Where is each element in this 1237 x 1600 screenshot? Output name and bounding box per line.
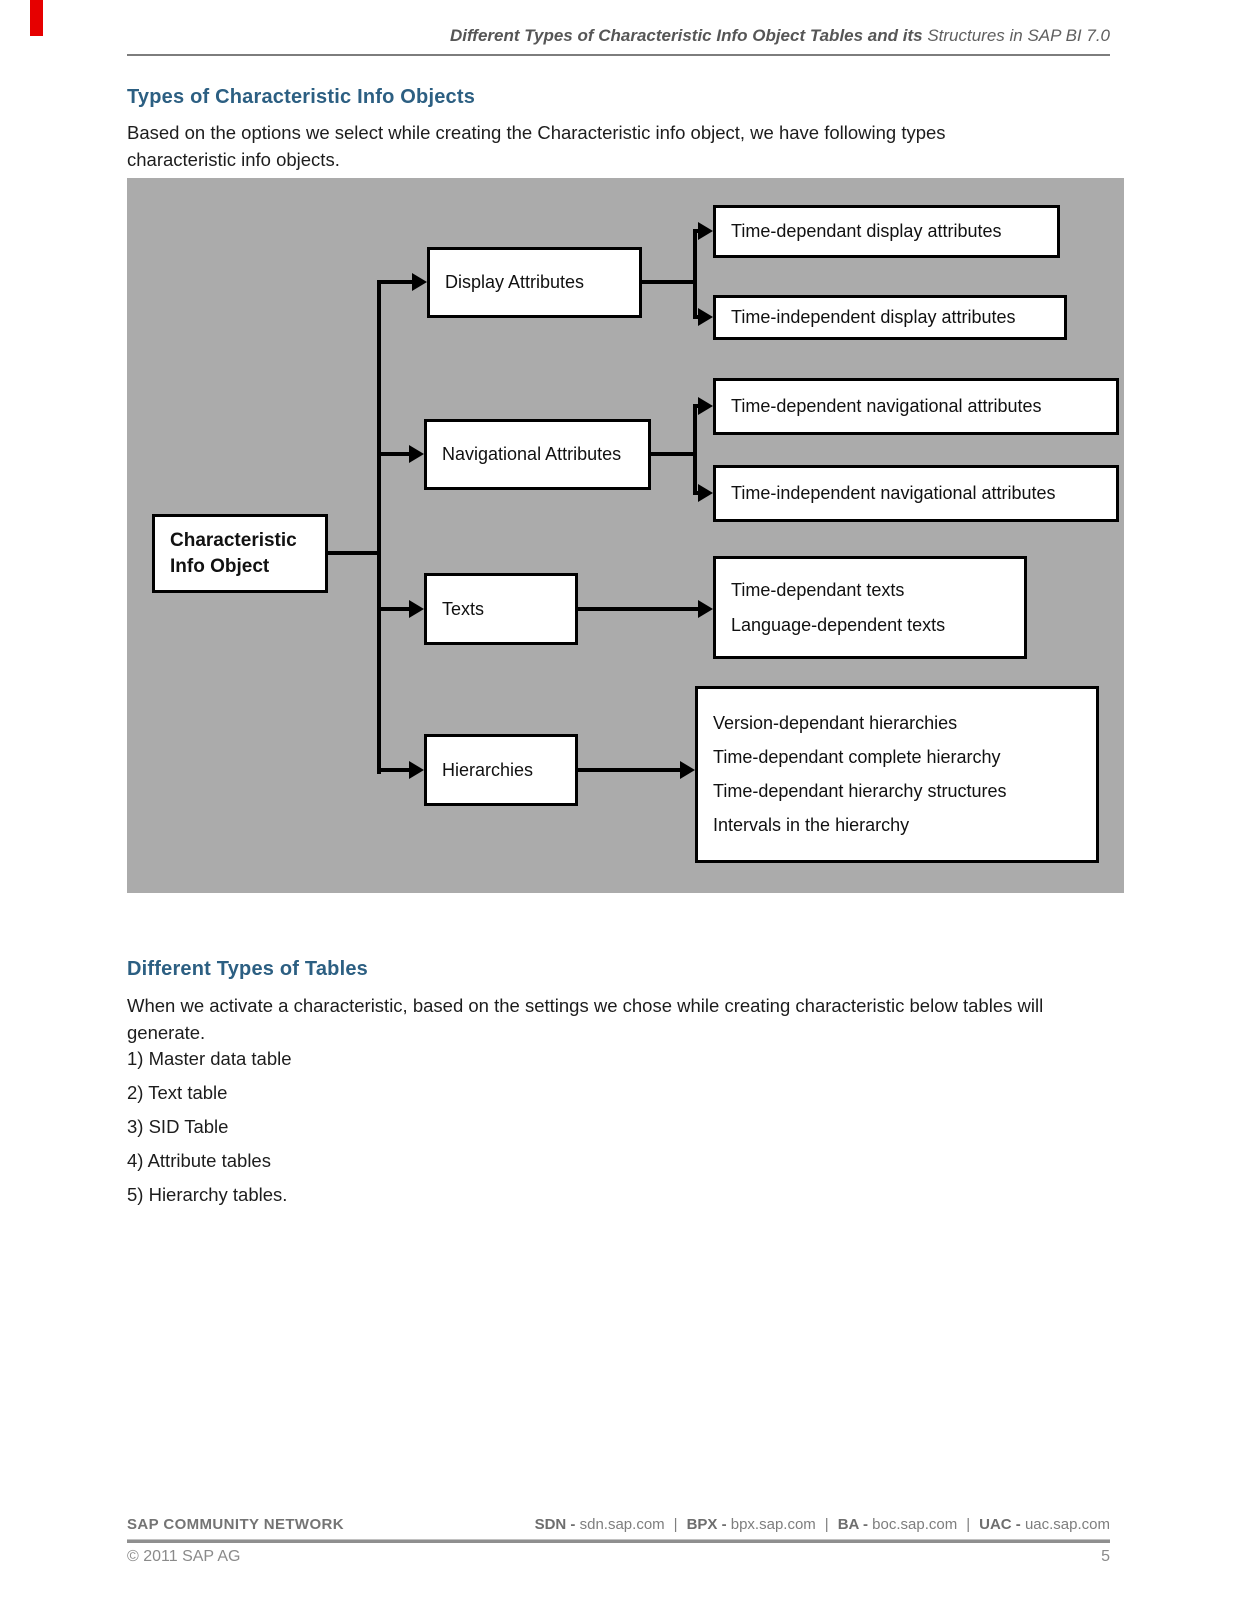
footer-separator: | — [824, 1516, 829, 1533]
node-label-line1: Version-dependant hierarchies — [713, 713, 958, 733]
connector-trunk-line — [377, 280, 381, 774]
footer-link-label: UAC - — [979, 1516, 1021, 1533]
node-label-line4: Intervals in the hierarchy — [713, 815, 910, 835]
footer-link-url: sdn.sap.com — [579, 1516, 665, 1533]
node-texts — [424, 573, 578, 645]
connector-line — [693, 404, 697, 495]
node-hierarchy-types — [695, 686, 1099, 863]
footer-row — [127, 1548, 1110, 1566]
node-time-dependent-navigational-attributes — [713, 378, 1119, 435]
footer-copyright: © 2011 SAP AG — [127, 1548, 241, 1565]
section2-heading: Different Types of Tables — [127, 958, 368, 980]
connector-line — [693, 229, 697, 319]
connector-arrowhead — [409, 761, 424, 779]
node-time-independent-display-attributes — [713, 295, 1067, 340]
connector-line — [578, 607, 700, 611]
connector-arrowhead — [409, 600, 424, 618]
connector-line — [377, 280, 415, 284]
list-item: 4) Attribute tables — [127, 1150, 271, 1171]
diagram-canvas — [127, 178, 1124, 893]
node-hierarchies — [424, 734, 578, 806]
footer-link-url: bpx.sap.com — [730, 1516, 816, 1533]
footer-link-label: SDN - — [534, 1516, 576, 1533]
node-label-line1: Time-dependant texts — [731, 579, 905, 600]
connector-line — [328, 551, 381, 555]
node-label-line2: Time-dependant complete hierarchy — [713, 747, 1001, 767]
node-display-attributes — [427, 247, 642, 318]
red-corner-marker — [30, 0, 43, 36]
connector-line — [377, 607, 412, 611]
footer-separator: | — [673, 1516, 678, 1533]
node-label-line3: Time-dependant hierarchy structures — [713, 781, 1007, 801]
footer-brand: SAP COMMUNITY NETWORK — [127, 1516, 345, 1533]
connector-arrowhead — [698, 397, 713, 415]
node-characteristic-info-object — [152, 514, 328, 593]
node-label-line2: Language-dependent texts — [731, 614, 946, 635]
list-item: 2) Text table — [127, 1082, 228, 1103]
section1-paragraph: Based on the options we select while creating the Characteristic info object, we have following types characteristic info objects. — [127, 122, 946, 170]
node-texts-types — [713, 556, 1027, 659]
connector-line — [651, 452, 697, 456]
footer-link-url: uac.sap.com — [1024, 1516, 1110, 1533]
page-header-title-regular: Structures in SAP BI 7.0 — [922, 26, 1110, 45]
connector-arrowhead — [680, 761, 695, 779]
page-header-title-bold: Different Types of Characteristic Info Object Tables and its — [449, 26, 923, 45]
list-item: 3) SID Table — [127, 1116, 229, 1137]
node-time-dependant-display-attributes — [713, 205, 1060, 258]
node-label — [170, 528, 297, 580]
connector-arrowhead — [698, 600, 713, 618]
connector-line — [642, 280, 697, 284]
node-label-line1: Characteristic — [170, 529, 297, 551]
node-navigational-attributes — [424, 419, 651, 490]
connector-line — [578, 768, 682, 772]
connector-line — [377, 452, 412, 456]
node-label: Navigational Attributes — [442, 444, 622, 464]
footer-link-label: BPX - — [686, 1516, 727, 1533]
footer-separator: | — [966, 1516, 971, 1533]
list-item: 1) Master data table — [127, 1048, 292, 1069]
footer-link-url: boc.sap.com — [872, 1516, 958, 1533]
page-header — [127, 26, 1110, 56]
section1-heading: Types of Characteristic Info Objects — [127, 86, 476, 108]
connector-arrowhead — [412, 273, 427, 291]
footer-page-number: 5 — [1101, 1548, 1110, 1565]
table-types-list — [127, 1049, 292, 1219]
footer-links — [535, 1516, 1110, 1533]
node-label-line2: Info Object — [170, 555, 270, 577]
node-label: Display Attributes — [445, 272, 585, 292]
node-label: Time-independent navigational attributes — [731, 483, 1056, 503]
footer-link-label: BA - — [837, 1516, 868, 1533]
page-footer — [127, 1516, 1110, 1566]
footer-row — [127, 1516, 1110, 1533]
node-label: Texts — [442, 598, 485, 619]
node-label: Time-dependant display attributes — [731, 221, 1002, 241]
connector-arrowhead — [409, 445, 424, 463]
connector-arrowhead — [698, 308, 713, 326]
node-label: Time-dependent navigational attributes — [731, 396, 1042, 416]
connector-arrowhead — [698, 222, 713, 240]
node-time-independent-navigational-attributes — [713, 465, 1119, 522]
node-label: Time-independent display attributes — [731, 307, 1016, 327]
connector-line — [377, 768, 412, 772]
connector-arrowhead — [698, 484, 713, 502]
node-label: Hierarchies — [442, 759, 534, 780]
footer-divider — [127, 1539, 1110, 1543]
section2-paragraph: When we activate a characteristic, based on the settings we chose while creating characteristic below tables will generate. — [127, 995, 1044, 1043]
list-item: 5) Hierarchy tables. — [127, 1184, 288, 1205]
